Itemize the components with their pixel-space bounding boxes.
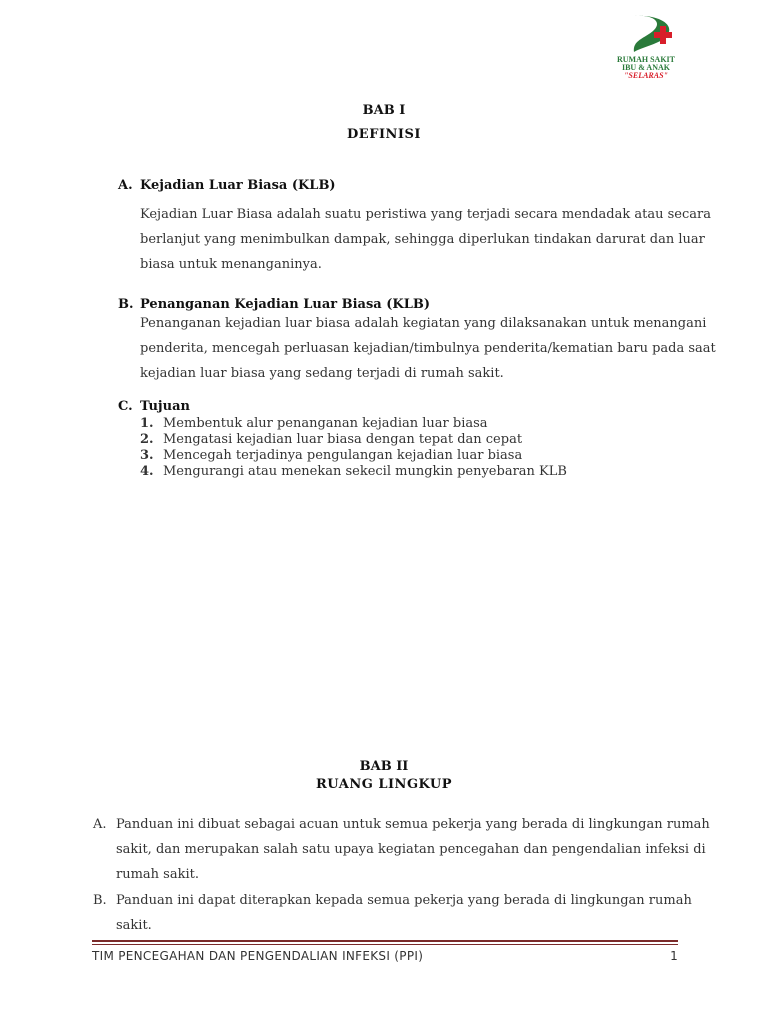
list-item: 3. Mencegah terjadinya pengulangan kejadian luar biasa [140, 448, 523, 463]
section-c-heading: Tujuan [140, 399, 190, 414]
bab1-title: BAB I [362, 103, 406, 118]
list-item: 1. Membentuk alur penanganan kejadian luar biasa [140, 416, 488, 431]
logo-line-1: RUMAH SAKIT [616, 55, 675, 64]
section-a-line-1: Kejadian Luar Biasa adalah suatu peristiwa yang terjadi secara mendadak atau secara [140, 207, 711, 222]
footer-text: TIM PENCEGAHAN DAN PENGENDALIAN INFEKSI (PPI) [92, 949, 424, 963]
section-b-body [140, 311, 716, 386]
section-a-heading: Kejadian Luar Biasa (KLB) [140, 178, 336, 193]
section-b-marker: B. [118, 297, 134, 312]
logo-text [610, 56, 682, 80]
bab2-item-b-marker: B. [93, 893, 107, 908]
list-item: 2. Mengatasi kejadian luar biasa dengan tepat dan cepat [140, 432, 523, 447]
bab2-item-b: Panduan ini dapat diterapkan kepada semua pekerja yang berada di lingkungan rumah sakit. [116, 893, 692, 933]
section-c-marker: C. [118, 399, 133, 414]
section-a-line-2: berlanjut yang menimbulkan dampak, sehingga diperlukan tindakan darurat dan luar [140, 232, 705, 247]
logo-line-3: "SELARAS" [623, 71, 668, 80]
section-b-line-2: penderita, mencegah perluasan kejadian/timbulnya penderita/kematian baru pada saat [140, 341, 716, 356]
footer-divider-thick [92, 940, 678, 942]
section-a-body [140, 202, 711, 277]
footer-divider-thin [92, 944, 678, 945]
bab2-item-a-marker: A. [93, 817, 107, 832]
section-a-line-3: biasa untuk menanganinya. [140, 257, 322, 272]
section-b-line-1: Penanganan kejadian luar biasa adalah kegiatan yang dilaksanakan untuk menangani [140, 316, 707, 331]
bab1-subtitle: DEFINISI [347, 127, 421, 142]
hospital-logo [610, 12, 682, 84]
bab2-item-a: Panduan ini dibuat sebagai acuan untuk semua pekerja yang berada di lingkungan rumah sakit, dan merupakan salah satu upaya kegiatan pencegahan dan pengendalian infeksi di rumah sakit. [116, 817, 710, 882]
logo-swoosh-icon [610, 12, 682, 56]
tujuan-list [140, 416, 567, 480]
section-a-marker: A. [118, 178, 133, 193]
page-number: 1 [670, 949, 678, 963]
list-item: 4. Mengurangi atau menekan sekecil mungkin penyebaran KLB [140, 464, 567, 479]
bab2-title: BAB II [359, 759, 409, 774]
logo-line-2: IBU & ANAK [621, 63, 670, 72]
bab2-subtitle: RUANG LINGKUP [316, 777, 452, 792]
section-b-line-3: kejadian luar biasa yang sedang terjadi di rumah sakit. [140, 366, 504, 381]
section-b-heading: Penanganan Kejadian Luar Biasa (KLB) [140, 297, 430, 312]
